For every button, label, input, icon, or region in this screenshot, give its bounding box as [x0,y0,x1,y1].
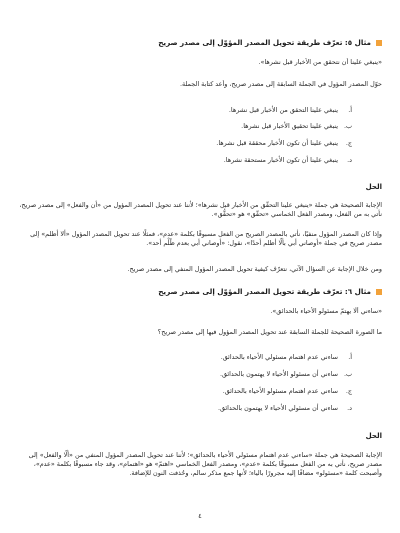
example-5-solution-paragraph-1: الإجابة الصحيحة هي جملة «ينبغي علينا التحقّق من الأخبار قبل نشرها»؛ لأننا عند تحويل المصدر المؤول من «أن والفعل» إلى مصدر صريح، نأتي به من الفعل، ومصدر الفعل الخماسي «تحقّق» هو «تحقُّق». [19,201,382,219]
example-5-sentence: «ينبغي علينا أن نتحقق من الأخبار قبل نشرها». [258,58,382,66]
orange-square-icon [376,289,382,295]
example-6-solution-heading: الحل [365,432,382,440]
example-6-question: ما الصورة الصحيحة للجملة السابقة عند تحويل المصدر المؤول فيها إلى مصدر صريح؟ [157,328,382,336]
example-5-question: حوّل المصدر المؤول في الجملة السابقة إلى مصدر صريح، وأعد كتابة الجملة. [179,80,382,88]
example-5-option-b[interactable]: ب. ينبغي علينا تحقيق الأخبار قبل نشرها. [241,122,352,130]
page [18,0,382,533]
example-5-solution-heading: الحل [365,183,382,191]
example-6-option-a[interactable]: أ. ساءني عدم اهتمام مسئولي الأحياء بالحدائق. [220,353,352,361]
example-6-sentence: «ساءني ألّا يهتمّ مسئولو الأحياء بالحدائق». [270,307,382,315]
example-6-solution-paragraph: الإجابة الصحيحة هي جملة «ساءني عدم اهتمام مسئولي الأحياء بالحدائق»؛ لأننا عند تحويل المصدر المؤول المنفي من «ألّا والفعل» إلى مصدر صريح، نأتي به من الفعل مسبوقًا بكلمة «عدم»، ومصدر الفعل الخماسي «اهتمّ» هو «اهتمام»، وقد جاء مسبوقًا بكلمة «عدم»، وأصبحت كلمة «مسئولو» مضافًا إليه مجرورًا بالياء؛ لأنها جمع مذكر سالم، وحُذفت النون للإضافة. [28,451,382,478]
example-5-title: مثال ٥: تعرّف طريقة تحويل المصدر المؤوّل إلى مصدر صريح [158,38,382,47]
example-6-option-b[interactable]: ب. ساءني أن مسئولو الأحياء لا يهتمون بالحدائق. [220,370,352,378]
example-5-solution-paragraph-3: ومن خلال الإجابة عن السؤال الآتي، نتعرّف كيفية تحويل المصدر المؤول المنفي إلى مصدر صريح. [127,265,382,273]
example-5-solution-paragraph-2: وإذا كان المصدر المؤول منفيًا، نأتي بالمصدر الصريح من الفعل مسبوقًا بكلمة «عدم»، فمثلًا عند تحويل المصدر المؤول «ألا أظلم» إلى مصدر صريح في جملة «أوصاني أبي بألّا أظلم أحدًا»، نقول: «أوصاني أبي بعدم ظُلْم أحد». [30,230,382,248]
orange-square-icon [376,40,382,46]
page-number: ٤ [198,512,202,520]
example-6-option-c[interactable]: ج. ساءني عدم اهتمام مسئولو الأحياء بالحدائق. [222,387,352,395]
example-5-option-c[interactable]: ج. ينبغي علينا أن تكون الأخبار محققة قبل نشرها. [216,139,352,147]
example-5-option-d[interactable]: د. ينبغي علينا أن تكون الأخبار مستحقة نشرها. [223,156,352,164]
example-6-title: مثال ٦: تعرّف طريقة تحويل المصدر المؤوّل إلى مصدر صريح [158,287,382,296]
example-6-option-d[interactable]: د. ساءني أن مسئولي الأحياء لا يهتمون بالحدائق. [217,404,352,412]
example-5-option-a[interactable]: أ. ينبغي علينا التحقق من الأخبار قبل نشرها. [228,106,352,114]
